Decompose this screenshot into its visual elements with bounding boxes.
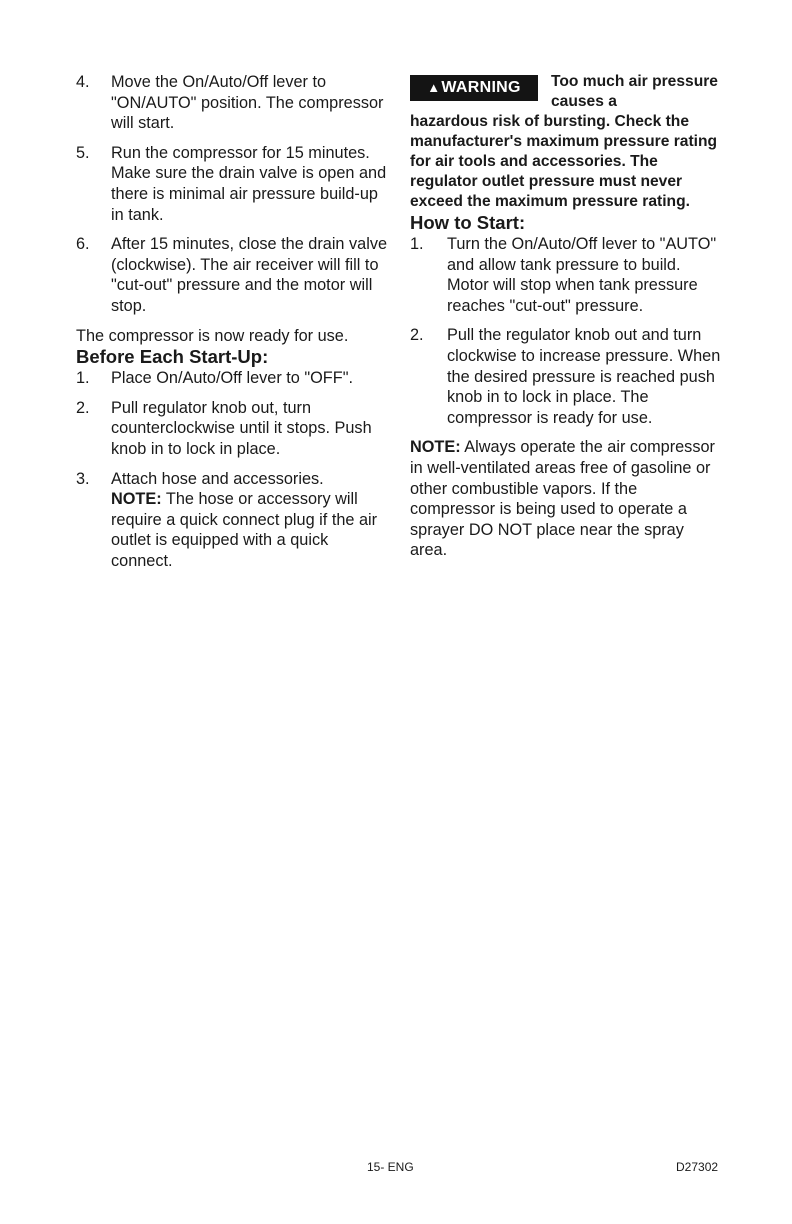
page-number: 15- ENG xyxy=(367,1160,414,1174)
list-item xyxy=(76,368,392,389)
step-number: 1. xyxy=(410,235,424,253)
step-text: After 15 minutes, close the drain valve (clockwise). The air receiver will fill to "cut-out" pressure and the motor will stop. xyxy=(111,235,388,315)
note-label: NOTE: xyxy=(111,490,162,509)
list-item xyxy=(76,469,392,572)
list-item xyxy=(410,325,725,428)
initial-steps-list xyxy=(76,72,392,317)
warning-block xyxy=(410,72,725,212)
note-paragraph xyxy=(410,437,725,561)
step-number: 2. xyxy=(76,398,90,417)
step-number: 4. xyxy=(76,73,90,91)
list-item xyxy=(76,72,392,134)
document-code: D27302 xyxy=(676,1160,719,1174)
step-number: 2. xyxy=(410,326,424,345)
list-item xyxy=(76,398,392,460)
step-text: Pull regulator knob out, turn counterclockwise until it stops. Push knob in to lock in place. xyxy=(111,398,372,458)
before-start-up-heading: Before Each Start-Up: xyxy=(76,346,269,368)
how-to-start-heading: How to Start: xyxy=(410,212,526,233)
step-text: Attach hose and accessories. xyxy=(111,469,324,488)
start-up-steps-list xyxy=(76,368,392,571)
step-number: 3. xyxy=(76,469,90,488)
step-number: 1. xyxy=(76,369,90,388)
step-number: 5. xyxy=(76,143,90,162)
warning-body: hazardous risk of bursting. Check the manufacturer's maximum pressure rating for air tools and accessories. The regulator outlet pressure must never exceed the maximum pressure rating. xyxy=(410,113,718,210)
note-text: Always operate the air compressor in well-ventilated areas free of gasoline or other combustible vapors. If the compressor is being used to operate a sprayer DO NOT place near the spray area. xyxy=(410,438,715,560)
right-column xyxy=(410,72,725,561)
warning-triangle-icon: ▲ xyxy=(427,80,441,95)
left-column xyxy=(76,72,392,580)
step-text: Turn the On/Auto/Off lever to "AUTO" and allow tank pressure to build. Motor will stop when tank pressure reaches "cut-out" pressure. xyxy=(447,235,717,315)
note-label: NOTE: xyxy=(410,438,461,457)
list-item xyxy=(410,234,725,316)
step-number: 6. xyxy=(76,235,90,254)
list-item xyxy=(76,143,392,225)
ready-statement: The compressor is now ready for use. xyxy=(76,326,349,345)
warning-lead: Too much air pressure causes a xyxy=(551,73,718,110)
step-text: Pull the regulator knob out and turn clockwise to increase pressure. When the desired pressure is reached push knob in to lock in place. The compressor is ready for use. xyxy=(447,326,721,427)
warning-badge xyxy=(410,75,538,101)
step-text: Move the On/Auto/Off lever to "ON/AUTO" position. The compressor will start. xyxy=(111,73,384,133)
step-text: Run the compressor for 15 minutes. Make sure the drain valve is open and there is minimal air pressure build-up in tank. xyxy=(111,143,387,224)
warning-badge-label: WARNING xyxy=(441,79,521,96)
step-text: Place On/Auto/Off lever to "OFF". xyxy=(111,369,354,388)
list-item xyxy=(76,234,392,316)
how-to-start-steps-list xyxy=(410,234,725,428)
note-text: The hose or accessory will require a quick connect plug if the air outlet is equipped with a quick connect. xyxy=(111,490,378,570)
